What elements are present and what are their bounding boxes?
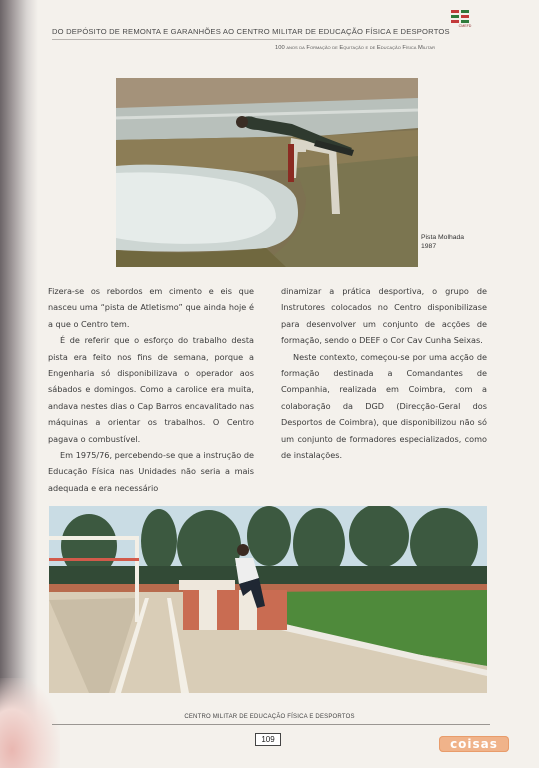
running-header-title: DO DEPÓSITO DE REMONTA E GARANHÕES AO CENTRO MILITAR DE EDUCAÇÃO FÍSICA E DESPORTOS — [52, 27, 450, 36]
photo-athletics-track-image — [49, 506, 487, 693]
body-column-left — [48, 283, 254, 496]
photo-athletics-track — [49, 506, 487, 693]
photo1-caption-year: 1987 — [421, 243, 437, 251]
photo-wet-track — [116, 78, 418, 267]
header-rule — [52, 39, 422, 40]
paragraph: dinamizar a prática desportiva, o grupo de Instrutores colocados no Centro disponibilizase para desenvolver um conjunto de acções de formação, sendo o DEEF o Cor Cav Cunha Seixas. — [281, 286, 487, 346]
paragraph: Em 1975/76, percebendo-se que a instrução de Educação Física nas Unidades não seria a mais adequada e era necessário — [48, 450, 254, 493]
book-gutter-shadow — [0, 0, 38, 768]
footer-rule — [52, 724, 490, 725]
photo-wet-track-image — [116, 78, 418, 267]
paragraph: Fizera-se os rebordos em cimento e eis que nasceu uma “pista de Atletismo” que ainda hoje é a que o Centro tem. — [48, 286, 254, 329]
cmefd-logo — [451, 10, 479, 44]
running-footer: CENTRO MILITAR DE EDUCAÇÃO FÍSICA E DESPORTOS — [184, 714, 355, 720]
logo-text: CMEFD — [458, 24, 472, 28]
coisas-watermark: coisas — [439, 736, 509, 752]
paragraph: Neste contexto, começou-se por uma acção de formação destinada a Comandantes de Companhia, realizada em Coimbra, com a colaboração da DGD (Direcção-Geral dos Desportos de Coimbra), que disponibilizou não só um conjunto de formadores especializados, como de instalações. — [281, 351, 487, 461]
body-column-right — [281, 283, 487, 463]
photo1-caption-title: Pista Molhada — [421, 234, 465, 241]
photo1-caption — [421, 233, 464, 251]
page-number: 109 — [255, 733, 281, 746]
paragraph: É de referir que o esforço do trabalho desta pista era feito nos fins de semana, porque a Engenharia só disponibilizava o operador aos sábados e domingos. Como a carolice era muita, andava nestes dias o Cap Barros encavalitado nas máquinas a orientar os trabalhos. O Centro pagava o combustível. — [48, 335, 254, 444]
running-header-subtitle: 100 anos da Formação de Equitação e de Educação Física Militar — [275, 45, 435, 51]
